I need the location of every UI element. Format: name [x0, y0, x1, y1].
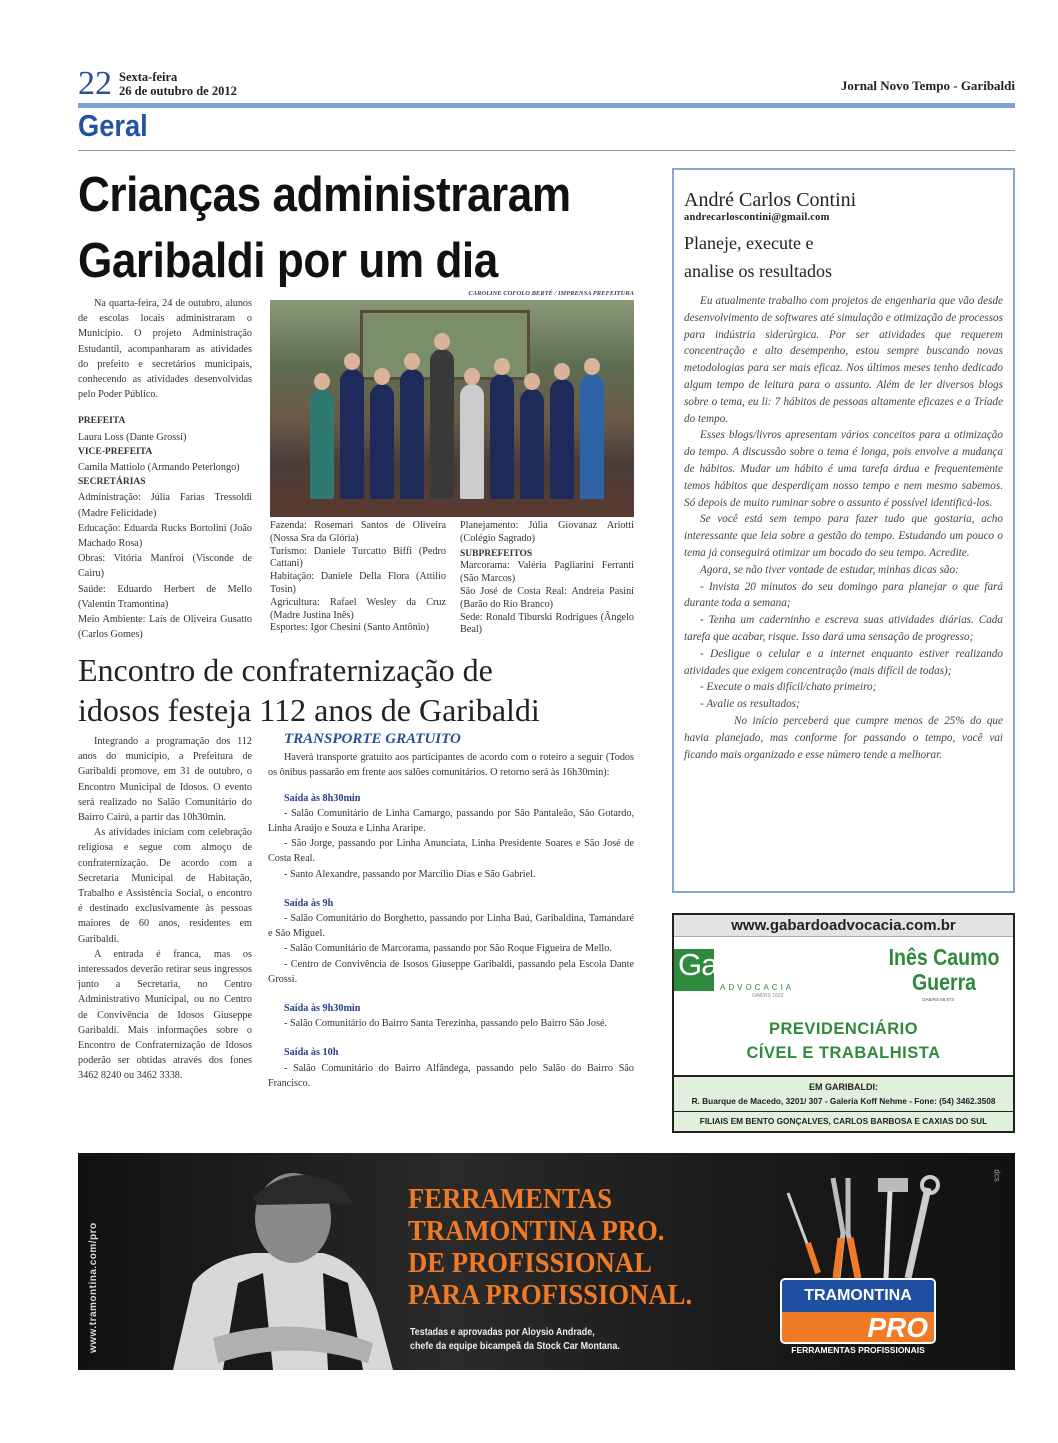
- list-item: Fazenda: Rosemari Santos de Oliveira (Nossa Sra da Glória): [270, 520, 446, 544]
- paragraph: Agora, se não tiver vontade de estudar, minhas dicas são:: [700, 563, 959, 576]
- title-line: Planeje, execute e: [684, 233, 814, 253]
- date: 26 de outubro de 2012: [119, 84, 237, 98]
- section-title: Geral: [78, 108, 148, 143]
- route: - Salão Comunitário de Marcorama, passando por São Roque Figueira de Mello.: [284, 943, 612, 955]
- lawyer-line: Guerra: [911, 969, 977, 995]
- list-item: Sede: Ronald Tiburski Rodrigues (Ângelo Beal): [460, 611, 634, 636]
- column-author: André Carlos Contini: [684, 189, 857, 211]
- page-number: 22: [78, 65, 112, 102]
- route: - Salão Comunitário do Borghetto, passando por Linha Baú, Garibaldina, Tamandaré e São Miguel.: [268, 913, 634, 940]
- lawyer-name: [885, 945, 1004, 995]
- issue-date: [119, 70, 237, 98]
- list-item: Marcorama: Valéria Pagliarini Ferranti (São Marcos): [460, 560, 634, 585]
- prefeita: Laura Loss (Dante Grossi): [78, 431, 187, 443]
- student-figure: [430, 349, 454, 499]
- route: - Santo Alexandre, passando por Marcílio Dias e São Gabriel.: [284, 868, 536, 880]
- label-secretarias: SECRETÁRIAS: [78, 477, 146, 488]
- article1-photo: [270, 300, 634, 517]
- paragraph: A entrada é franca, mas os interessados deverão retirar seus ingressos junto a Secretaria, no Centro Administrativo Municipal, ou no Centro de Convivência de Idosos Giuseppe Garibaldi. Mais informações sobre o Encontro de Confraternização de Idosos poderão ser obtidas através dos fones 3462 8240 ou 3462 3338.: [78, 948, 252, 1082]
- list-item: Educação: Eduarda Rucks Bortolini (João Machado Rosa): [78, 522, 252, 550]
- tip-item: - Desligue o celular e a internet enquanto estiver realizando atividades que exigem concentração (mais difícil de todas);: [684, 647, 1003, 677]
- tramontina-pro-logo: [780, 1278, 936, 1344]
- tools-icon: [778, 1173, 948, 1278]
- slogan-line: FERRAMENTAS: [408, 1183, 613, 1215]
- list-item: Turismo: Daniele Turcatto Biffi (Pedro Cattani): [270, 545, 446, 570]
- racing-chief-photo: [153, 1163, 413, 1370]
- transport-intro: Haverá transporte gratuito aos participantes de acordo com o roteiro a seguir (Todos os ônibus passarão em frente aos salões comunitários. O retorno será às 16h30min):: [268, 752, 634, 779]
- paragraph: No início perceberá que cumpre menos de 25% do que havia planejado, mas conforme for passando o tempo, você vai ficando mais organizado e esse número tende a melhorar.: [684, 714, 1003, 761]
- student-figure: [310, 389, 334, 499]
- label-subprefeitos: SUBPREFEITOS: [460, 548, 533, 559]
- departure-time: Saída às 9h: [284, 897, 334, 909]
- column-title: [684, 229, 1003, 285]
- vice: Camila Mattiolo (Armando Peterlongo): [78, 462, 240, 474]
- student-figure: [520, 389, 544, 499]
- logo-top: TRAMONTINA: [782, 1280, 934, 1312]
- list-item: Saúde: Eduardo Herbert de Mello (Valentin Tramontina): [78, 583, 252, 610]
- list-item: Meio Ambiente: Laís de Oliveira Gusatto (Carlos Gomes): [78, 614, 252, 641]
- sub-line: chefe da equipe bicampeã da Stock Car Montana.: [410, 1340, 620, 1352]
- paragraph: Integrando a programação dos 112 anos do município, a Prefeitura de Garibaldi promove, em 31 de outubro, o Encontro Municipal de Idosos. O evento será realizado no Salão Comunitário do Bairro Cairú, a partir das 10h30min.: [78, 736, 252, 824]
- slogan-line: TRAMONTINA PRO.: [408, 1215, 665, 1247]
- list-item: São José de Costa Real: Andreia Pasini (Barão do Rio Branco): [460, 585, 634, 610]
- gabardo-advertisement[interactable]: [672, 913, 1015, 1133]
- firm-oab: OAB/RS 1622: [752, 993, 784, 999]
- departure-time: Saída às 9h30min: [284, 1003, 361, 1015]
- section-rule: [78, 150, 1015, 151]
- route: - São Jorge, passando por Linha Anunciata, Linha Presidente Soares e São José de Costa Real.: [268, 838, 634, 865]
- ad-slogan: [408, 1183, 692, 1311]
- lawyer-oab: OAB/RS 58.873: [922, 997, 955, 1002]
- intro-paragraph: Na quarta-feira, 24 de outubro, alunos de escolas locais administraram o Município. O projeto Administração Estudantil, acompanharam as atividades do prefeito e secretários municipais, conhecendo as atividades desenvolvidas pelo Poder Público.: [78, 298, 252, 401]
- article1-col2: [270, 520, 446, 648]
- article1-headline: [78, 162, 636, 294]
- paragraph: As atividades iniciam com celebração religiosa e segue com almoço de confraternização. De acordo com a Secretaria Municipal de Habitação, Trabalho e Assistência Social, o encontro é destinado exclusivamente às pessoas maiores de 60 anos, residentes em Garibaldi.: [78, 827, 252, 945]
- student-figure: [460, 384, 484, 499]
- header-rule: [78, 103, 1015, 108]
- article1-col1: [78, 296, 252, 642]
- student-figure: [580, 374, 604, 499]
- column-body: [684, 293, 1003, 763]
- area: CÍVEL E TRABALHISTA: [746, 1044, 941, 1062]
- ad-url[interactable]: www.gabardoadvocacia.com.br: [674, 915, 1013, 937]
- ad-contact: [674, 1075, 1013, 1131]
- photo-credit: CAROLINE COFOLO BERTÉ / IMPRENSA PREFEITURA: [468, 290, 634, 297]
- route: - Salão Comunitário do Bairro Santa Terezinha, passando pelo Bairro São José.: [284, 1018, 608, 1030]
- firm-name: Gabardo: [678, 947, 792, 982]
- slogan-line: PARA PROFISSIONAL.: [408, 1279, 693, 1311]
- headline-line: idosos festeja 112 anos de Garibaldi: [78, 692, 540, 728]
- lawyer-line: Inês Caumo: [888, 944, 1000, 970]
- logo-sub: FERRAMENTAS PROFISSIONAIS: [791, 1345, 925, 1355]
- list-item: Obras: Vitória Manfroi (Visconde de Cairu): [78, 553, 252, 580]
- area: PREVIDENCIÁRIO: [768, 1020, 919, 1038]
- ad-url[interactable]: www.tramontina.com/pro: [88, 1222, 99, 1353]
- agency-mark: dcs: [992, 1169, 1002, 1182]
- list-item: Agricultura: Rafael Wesley da Cruz (Madre Justina Inês): [270, 596, 446, 621]
- headline-line: Crianças administraram: [78, 168, 571, 222]
- student-figure: [550, 379, 574, 499]
- author-email[interactable]: andrecarloscontini@gmail.com: [684, 212, 830, 223]
- list-item: Administração: Júlia Farias Tressoldi (Madre Felicidade): [78, 492, 252, 519]
- sub-line: Testadas e aprovadas por Aloysio Andrade,: [410, 1326, 595, 1338]
- departure-time: Saída às 8h30min: [284, 792, 361, 804]
- article1-col3: [460, 520, 634, 648]
- label-prefeita: PREFEITA: [78, 416, 126, 427]
- paragraph: Esses blogs/livros apresentam vários conceitos para a otimização do tempo. A discussão sobre o tema é longa, pois envolve a mudança de hábitos. Mudar um hábito é uma tarefa árdua e frequentemente temos hábitos que desperdiçam nosso tempo e nem mesmo sabemos. Só depois de muito ruminar sobre o assunto é possível identificá-los.: [684, 429, 1003, 509]
- student-figure: [400, 369, 424, 499]
- student-figure: [490, 374, 514, 499]
- article2-col1: [78, 734, 252, 1134]
- gabardo-logo: [674, 945, 844, 1005]
- headline-line: Garibaldi por um dia: [78, 234, 498, 288]
- transport-box: [268, 732, 634, 1132]
- address: R. Buarque de Macedo, 3201/ 307 - Galeria Koff Nehme - Fone: (54) 3462.3508: [691, 1096, 996, 1106]
- list-item: Planejamento: Júlia Giovanaz Ariotti (Colégio Sagrado): [460, 520, 634, 544]
- list-item: Esportes: Igor Chesini (Santo Antônio): [270, 622, 430, 634]
- list-item: Habitação: Daniele Della Flora (Attilio Tosin): [270, 571, 446, 595]
- tip-item: - Invista 20 minutos do seu domingo para planejar o que fará durante toda a semana;: [684, 580, 1003, 610]
- route: - Centro de Convivência de Isosos Giuseppe Garibaldi, passando pela Escola Dante Grossi.: [268, 958, 634, 985]
- route: - Salão Comunitário de Linha Camargo, passando por São Pantaleão, São Gotardo, Linha Araújo e Souza e Linha Araripe.: [268, 807, 634, 835]
- headline-line: Encontro de confraternização de: [78, 652, 493, 688]
- slogan-line: DE PROFISSIONAL: [408, 1247, 652, 1279]
- departure-time: Saída às 10h: [284, 1047, 339, 1059]
- title-line: analise os resultados: [684, 261, 832, 281]
- article2-headline: [78, 650, 540, 730]
- transport-title: TRANSPORTE GRATUITO: [284, 732, 461, 747]
- tramontina-advertisement[interactable]: [78, 1153, 1015, 1370]
- practice-areas: [674, 1017, 1013, 1065]
- tip-item: - Tenha um caderninho e escreva suas atividades diárias. Cada tarefa que acabar, risque. Isso dará uma sensação de progresso;: [684, 614, 1003, 643]
- weekday: Sexta-feira: [119, 70, 178, 84]
- firm-sub: ADVOCACIA: [720, 983, 795, 992]
- opinion-column: [672, 168, 1015, 893]
- paragraph: Se você está sem tempo para fazer tudo que gostaria, acho interessante que leia sobre a gestão do tempo. Estudando um pouco o tema já conseguirá otimizar um bocado do seu tempo. Acredite.: [684, 513, 1003, 559]
- student-figure: [340, 369, 364, 499]
- label-vice: VICE-PREFEITA: [78, 446, 153, 457]
- ad-subtext: [410, 1325, 620, 1353]
- student-figure: [370, 384, 394, 499]
- logo-bottom: PRO: [782, 1312, 934, 1344]
- tip-item: - Execute o mais difícil/chato primeiro;: [700, 681, 877, 694]
- newspaper-name: Jornal Novo Tempo - Garibaldi: [840, 78, 1015, 93]
- location-label: EM GARIBALDI:: [809, 1082, 878, 1092]
- paragraph: Eu atualmente trabalho com projetos de engenharia que vão desde desenvolvimento de softwares até simulação e otimização de processos para indústria siderúrgica. Por ser atividades que requerem concentração e alto desempenho, estou sempre buscando novas metodologias para ser mais eficaz. Nos últimos meses tenho dedicado algum tempo de leitura para o assunto. Além de ler diversos blogs sobre o tema, eu li: 7 hábitos de pessoas altamente eficazes e a Tríade do tempo.: [684, 295, 1003, 425]
- tip-item: - Avalie os resultados;: [700, 698, 800, 711]
- route: - Salão Comunitário do Bairro Alfândega, passando pelo Salão do Bairro São Francisco.: [268, 1062, 634, 1089]
- branches: FILIAIS EM BENTO GONÇALVES, CARLOS BARBOSA E CAXIAS DO SUL: [674, 1111, 1013, 1128]
